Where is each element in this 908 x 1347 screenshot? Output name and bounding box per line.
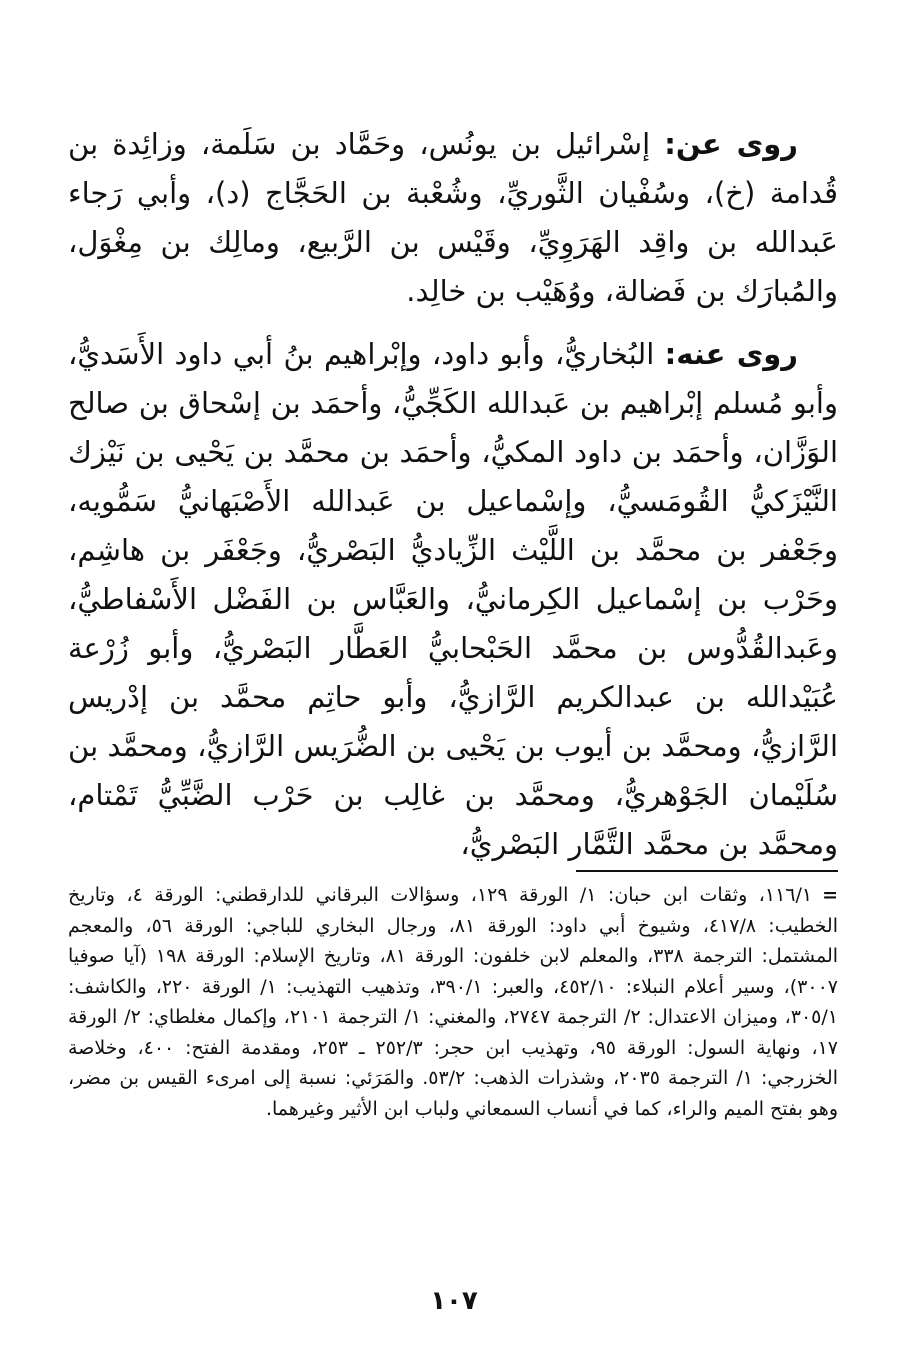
narrated-from-text: إسْرائيل بن يونُس، وحَمَّاد بن سَلَمة، وزائِدة بن قُدامة (خ)، وسُفْيان الثَّوريِّ، وشُعْبة بن الحَجَّاج (د)، وأبي رَجاء عَبدالله بن واقِد الهَرَوِيِّ، وقَيْس بن الرَّبيع، ومالِك بن مِغْوَل، والمُبارَك بن فَضالة، ووُهَيْب بن خالِد. <box>68 127 838 308</box>
page-number: ١٠٧ <box>430 1286 478 1316</box>
narrated-from-heading: روى عن: <box>664 127 798 161</box>
footnote-continuation-mark: = <box>822 884 839 906</box>
footnote-text: ١١٦/١، وثقات ابن حبان: ١/ الورقة ١٢٩، وسؤالات البرقاني للدارقطني: الورقة ٤، وتاريخ الخطيب: ٤١٧/٨، وشيوخ أبي داود: الورقة ٨١، ورجال البخاري للباجي: الورقة ٥٦، والمعجم المشتمل: الترجمة ٣٣٨، والمعلم لابن خلفون: الورقة ٨١، وتاريخ الإسلام: الورقة ١٩٨ (آيا صوفيا ٣٠٠٧)، وسير أعلام النبلاء: ٤٥٢/١٠، والعبر: ٣٩٠/١، وتذهيب التهذيب: ١/ الورقة ٢٢٠، والكاشف: ٣٠٥/١، وميزان الاعتدال: ٢/ الترجمة ٢٧٤٧، والمغني: ١/ الترجمة ٢١٠١، وإكمال مغلطاي: ٢/ الورقة ١٧، ونهاية السول: الورقة ٩٥، وتهذيب ابن حجر: ٢٥٢/٣ ـ ٢٥٣، ومقدمة الفتح: ٤٠٠، وخلاصة الخزرجي: ١/ الترجمة ٢٠٣٥، وشذرات الذهب: ٥٣/٢. والمَرَئي: نسبة إلى امرىء القيس بن مضر، وهو بفتح الميم والراء، كما في أنساب السمعاني ولباب ابن الأثير وغيرهما. <box>68 884 839 1120</box>
narrated-from-paragraph <box>68 120 838 316</box>
footnote-divider <box>576 870 838 872</box>
footnote <box>68 880 838 1124</box>
main-text <box>68 120 838 869</box>
narrated-by-paragraph <box>68 330 838 869</box>
narrated-by-heading: روى عنه: <box>664 337 799 371</box>
narrated-by-text: البُخاريُّ، وأبو داود، وإبْراهيم بنُ أبي داود الأَسَديُّ، وأبو مُسلم إبْراهيم بن عَبدالله الكَجِّيُّ، وأحمَد بن إسْحاق بن صالح الوَزَّان، وأحمَد بن داود المكيُّ، وأحمَد بن محمَّد بن يَحْيى بن نَيْزك النَّيْزَكيُّ القُومَسيُّ، وإسْماعيل بن عَبدالله الأَصْبَهانيُّ سَمُّويه، وجَعْفر بن محمَّد بن اللَّيْث الزِّياديُّ البَصْريُّ، وجَعْفَر بن هاشِم، وحَرْب بن إسْماعيل الكِرمانيُّ، والعَبَّاس بن الفَضْل الأَسْفاطيُّ، وعَبدالقُدُّوس بن محمَّد الحَبْحابيُّ العَطَّار البَصْريُّ، وأبو زُرْعة عُبَيْدالله بن عبدالكريم الرَّازيُّ، وأبو حاتِم محمَّد بن إدْريس الرَّازيُّ، ومحمَّد بن أيوب بن يَحْيى بن الضُّرَيس الرَّازيُّ، ومحمَّد بن سُلَيْمان الجَوْهريُّ، ومحمَّد بن غالِب بن حَرْب الضَّبِّيُّ تَمْتام، ومحمَّد بن محمَّد التَّمَّار البَصْريُّ، <box>68 337 838 861</box>
footnote-paragraph <box>68 880 838 1124</box>
